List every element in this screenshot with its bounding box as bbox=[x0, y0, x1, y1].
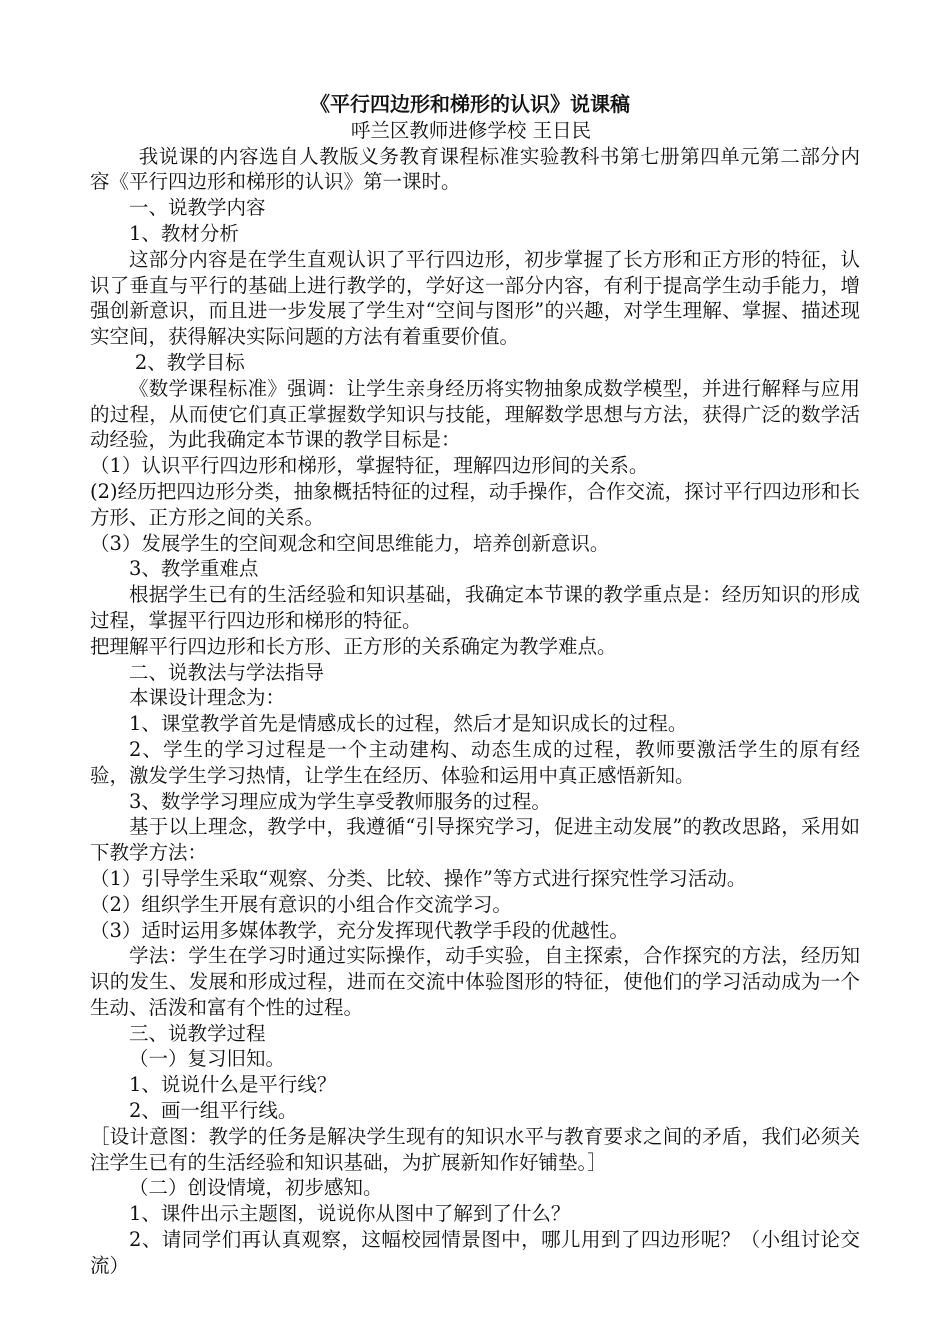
paragraph: 这部分内容是在学生直观认识了平行四边形，初步掌握了长方形和正方形的特征，认识了垂直与平行的基础上进行教学的，学好这一部分内容，有利于提高学生动手能力，增强创新意识，而且进一步发展了学生对“空间与图形”的兴趣，对学生理解、掌握、描述现实空间，获得解决实际问题的方法有着重要价值。 bbox=[90, 247, 860, 349]
list-item: （3）发展学生的空间观念和空间思维能力，培养创新意识。 bbox=[90, 531, 610, 555]
paragraph: 把理解平行四边形和长方形、正方形的关系确定为教学难点。 bbox=[90, 634, 617, 658]
list-item: 1、课堂教学首先是情感成长的过程，然后才是知识成长的过程。 bbox=[129, 712, 688, 736]
list-item: （3）适时运用多媒体教学，充分发挥现代教学手段的优越性。 bbox=[90, 918, 629, 942]
list-item: 1、课件出示主题图，说说你从图中了解到了什么？ bbox=[129, 1202, 571, 1226]
paragraph: 基于以上理念，教学中，我遵循“引导探究学习，促进主动发展”的教改思路，采用如下教学方法： bbox=[90, 815, 860, 865]
document-title: 《平行四边形和梯形的认识》说课稿 bbox=[310, 92, 630, 116]
paragraph: 学法：学生在学习时通过实际操作，动手实验，自主探索，合作探究的方法，经历知识的发生、发展和形成过程，进而在交流中体验图形的特征，使他们的学习活动成为一个生动、活泼和富有个性的过程。 bbox=[90, 944, 860, 1019]
list-item: （1）认识平行四边形和梯形，掌握特征，理解四边形间的关系。 bbox=[90, 454, 649, 478]
list-item: 1、说说什么是平行线？ bbox=[129, 1073, 337, 1097]
subsection-heading: 1、教材分析 bbox=[129, 221, 239, 245]
document-author: 呼兰区教师进修学校 王日民 bbox=[350, 118, 592, 142]
paragraph: 《数学课程标准》强调：让学生亲身经历将实物抽象成数学模型，并进行解释与应用的过程，从而使它们真正掌握数学知识与技能，理解数学思想与方法，获得广泛的数学活动经验，为此我确定本节课的教学目标是： bbox=[90, 376, 860, 452]
subsection-heading: 2、教学目标 bbox=[134, 350, 245, 374]
paragraph-intro: 我说课的内容选自人教版义务教育课程标准实验教科书第七册第四单元第二部分内容《平行四边形和梯形的认识》第一课时。 bbox=[90, 144, 860, 194]
list-item: (2)经历把四边形分类，抽象概括特征的过程，动手操作，合作交流，探讨平行四边形和长方形、正方形之间的关系。 bbox=[90, 479, 860, 529]
list-item: （2）组织学生开展有意识的小组合作交流学习。 bbox=[90, 892, 512, 916]
list-item: 3、数学学习理应成为学生享受教师服务的过程。 bbox=[129, 789, 551, 813]
list-item: （1）引导学生采取“观察、分类、比较、操作”等方式进行探究性学习活动。 bbox=[90, 866, 747, 890]
design-intent-note: ［设计意图：教学的任务是解决学生现有的知识水平与教育要求之间的矛盾，我们必须关注学生已有的生活经验和知识基础，为扩展新知作好铺垫。］ bbox=[90, 1124, 860, 1174]
list-item: 2、请同学们再认真观察，这幅校园情景图中，哪儿用到了四边形呢？（小组讨论交流） bbox=[90, 1228, 860, 1277]
subsection-heading: （二）创设情境，初步感知。 bbox=[129, 1176, 383, 1200]
list-item: 2、画一组平行线。 bbox=[129, 1099, 298, 1123]
subsection-heading: （一）复习旧知。 bbox=[129, 1047, 286, 1071]
section-heading-1: 一、说教学内容 bbox=[129, 196, 266, 220]
document-page bbox=[90, 92, 860, 1279]
section-heading-3: 三、说教学过程 bbox=[129, 1021, 266, 1045]
list-item: 2、学生的学习过程是一个主动建构、动态生成的过程，教师要激活学生的原有经验，激发学生学习热情，让学生在经历、体验和运用中真正感悟新知。 bbox=[90, 737, 860, 787]
subsection-heading: 3、教学重难点 bbox=[129, 557, 259, 581]
section-heading-2: 二、说教法与学法指导 bbox=[129, 660, 325, 684]
paragraph: 根据学生已有的生活经验和知识基础，我确定本节课的教学重点是：经历知识的形成过程，掌握平行四边形和梯形的特征。 bbox=[90, 583, 860, 632]
paragraph: 本课设计理念为： bbox=[129, 686, 286, 710]
